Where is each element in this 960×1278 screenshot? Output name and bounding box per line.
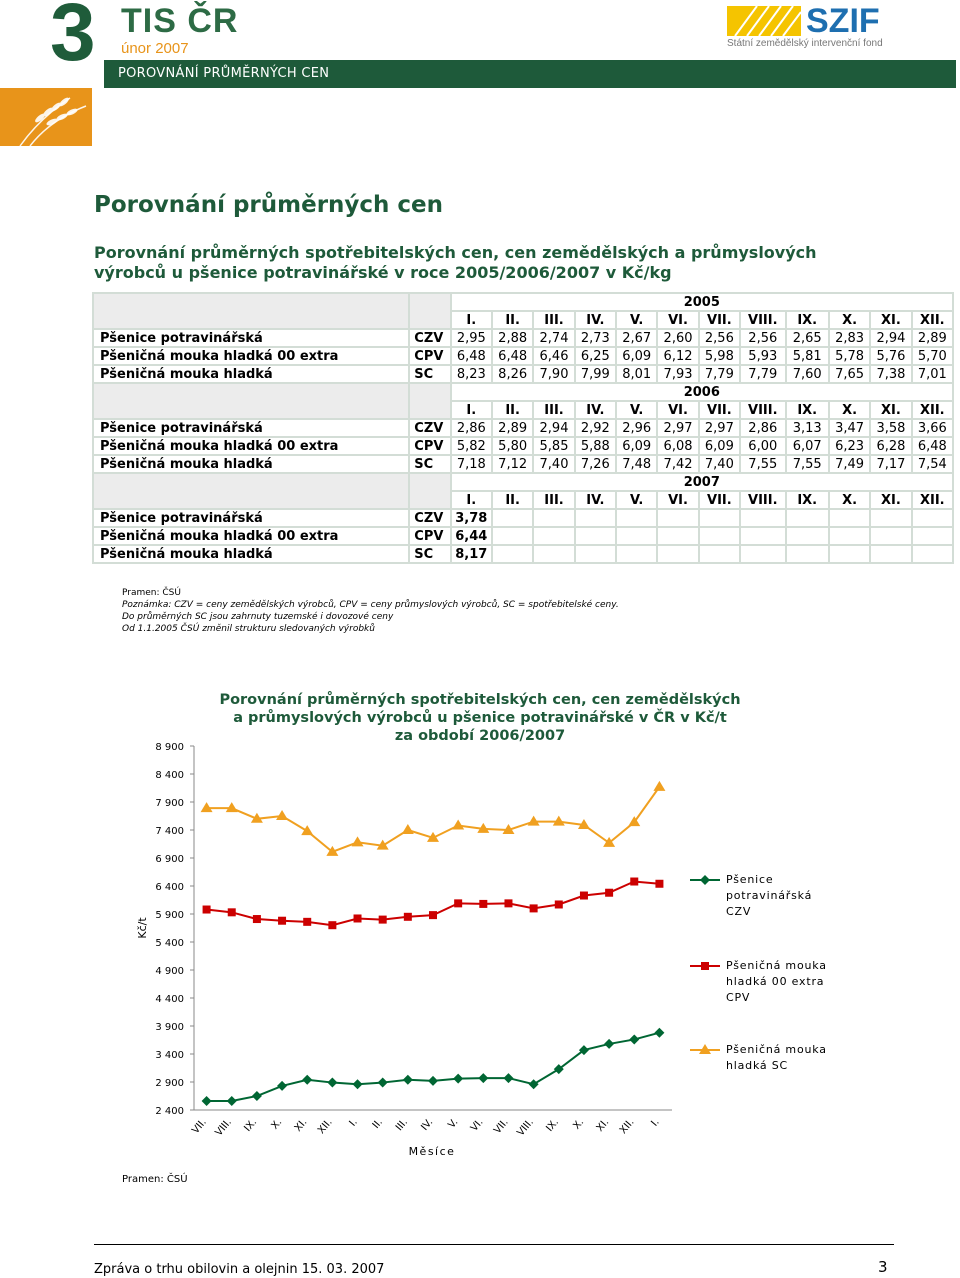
table-cell <box>786 545 829 563</box>
footer-page-number: 3 <box>878 1258 888 1276</box>
table-cell: 7,40 <box>699 455 740 473</box>
data-point <box>252 1091 262 1101</box>
table-month-header: VI. <box>657 491 698 509</box>
row-label: Pšeničná mouka hladká 00 extra <box>93 347 409 365</box>
y-tick-label: 7 900 <box>155 798 184 809</box>
data-point <box>227 1096 237 1106</box>
table-cell: 2,56 <box>699 329 740 347</box>
table-cell: 2,86 <box>451 419 492 437</box>
x-tick-label: X. <box>571 1116 587 1132</box>
data-point <box>478 1073 488 1083</box>
table-cell: 3,58 <box>870 419 911 437</box>
table-year-row <box>93 293 953 311</box>
data-point <box>327 1078 337 1088</box>
table-cell: 7,40 <box>533 455 574 473</box>
data-point <box>452 820 464 830</box>
table-cell: 6,48 <box>492 347 533 365</box>
table-cell: 2,94 <box>533 419 574 437</box>
table-cell: 2,92 <box>575 419 616 437</box>
legend-label: Pšenice <box>726 873 774 886</box>
table-row <box>93 545 953 563</box>
table-cell <box>616 509 657 527</box>
data-point <box>353 1079 363 1089</box>
table-cell: 6,12 <box>657 347 698 365</box>
table-cell: 3,47 <box>829 419 870 437</box>
x-tick-label: I. <box>649 1116 662 1129</box>
chart-title-line: a průmyslových výrobců u pšenice potravinářské v ČR v Kč/t <box>233 710 727 726</box>
table-month-header: V. <box>616 311 657 329</box>
table-cell <box>912 545 953 563</box>
legend-label: hladká 00 extra <box>726 975 825 988</box>
table-cell <box>829 509 870 527</box>
y-tick-label: 4 900 <box>155 966 184 977</box>
row-label: Pšeničná mouka hladká 00 extra <box>93 437 409 455</box>
table-cell <box>699 545 740 563</box>
brand-title: TIS ČR <box>121 2 239 40</box>
table-cell: 7,79 <box>699 365 740 383</box>
table-cell: 7,18 <box>451 455 492 473</box>
data-point <box>528 816 540 826</box>
table-cell <box>533 527 574 545</box>
table-cell <box>616 545 657 563</box>
table-cell: 7,12 <box>492 455 533 473</box>
table-month-header: III. <box>533 401 574 419</box>
table-cell: 7,54 <box>912 455 953 473</box>
table-header-blank <box>93 383 409 419</box>
table-cell: 8,23 <box>451 365 492 383</box>
table-cell: 6,09 <box>699 437 740 455</box>
table-header-blank <box>409 293 450 329</box>
table-month-header: XII. <box>912 401 953 419</box>
szif-logo-text: SZIF <box>806 2 880 40</box>
series-line <box>207 1033 660 1101</box>
table-cell <box>533 545 574 563</box>
row-price-type: SC <box>409 365 450 383</box>
table-cell: 2,89 <box>492 419 533 437</box>
table-cell: 6,09 <box>616 347 657 365</box>
table-cell <box>492 527 533 545</box>
table-month-header: II. <box>492 401 533 419</box>
table-cell: 8,01 <box>616 365 657 383</box>
table-month-header: VIII. <box>740 311 785 329</box>
y-tick-label: 4 400 <box>155 994 184 1005</box>
table-cell: 2,74 <box>533 329 574 347</box>
table-header-blank <box>409 383 450 419</box>
row-label: Pšeničná mouka hladká <box>93 455 409 473</box>
data-point <box>354 914 362 922</box>
data-point <box>203 906 211 914</box>
table-cell: 5,88 <box>575 437 616 455</box>
footer-divider <box>94 1244 894 1245</box>
legend-label: hladká SC <box>726 1059 789 1072</box>
table-month-header: VII. <box>699 491 740 509</box>
table-cell: 7,99 <box>575 365 616 383</box>
x-tick-label: IX. <box>544 1116 562 1134</box>
table-cell <box>657 509 698 527</box>
table-month-header: II. <box>492 491 533 509</box>
table-cell: 2,56 <box>740 329 785 347</box>
table-cell <box>575 527 616 545</box>
table-cell: 2,89 <box>912 329 953 347</box>
szif-logo-icon <box>727 6 801 36</box>
chart-title-line: za období 2006/2007 <box>394 728 566 744</box>
table-cell: 7,49 <box>829 455 870 473</box>
table-month-header: X. <box>829 491 870 509</box>
data-point <box>429 911 437 919</box>
table-month-header: VI. <box>657 311 698 329</box>
table-cell: 2,83 <box>829 329 870 347</box>
table-cell: 2,97 <box>699 419 740 437</box>
table-header-blank <box>93 293 409 329</box>
table-cell: 6,23 <box>829 437 870 455</box>
y-tick-label: 2 400 <box>155 1106 184 1117</box>
data-point <box>454 899 462 907</box>
data-point <box>453 1074 463 1084</box>
y-tick-label: 8 900 <box>155 742 184 753</box>
x-tick-label: V. <box>446 1116 461 1131</box>
data-point <box>428 1076 438 1086</box>
legend-marker <box>701 962 709 970</box>
data-point <box>277 1081 287 1091</box>
row-label: Pšenice potravinářská <box>93 509 409 527</box>
table-cell: 6,48 <box>451 347 492 365</box>
table-cell: 6,00 <box>740 437 785 455</box>
issue-date: únor 2007 <box>121 40 189 57</box>
szif-logo-subtitle: Státní zemědělský intervenční fond <box>727 38 883 49</box>
row-price-type: SC <box>409 455 450 473</box>
table-cell <box>829 545 870 563</box>
table-year-label: 2006 <box>451 383 953 401</box>
table-cell <box>699 509 740 527</box>
x-tick-label: X. <box>269 1116 285 1132</box>
table-month-header: IV. <box>575 311 616 329</box>
table-cell: 5,78 <box>829 347 870 365</box>
table-cell: 7,90 <box>533 365 574 383</box>
table-cell <box>870 545 911 563</box>
table-cell: 3,13 <box>786 419 829 437</box>
table-cell: 5,93 <box>740 347 785 365</box>
data-point <box>605 889 613 897</box>
table-cell <box>829 527 870 545</box>
data-point <box>404 913 412 921</box>
table-cell: 5,85 <box>533 437 574 455</box>
data-point <box>352 836 364 846</box>
table-source: Pramen: ČSÚ <box>122 588 181 598</box>
table-header-blank <box>93 473 409 509</box>
table-cell <box>699 527 740 545</box>
x-tick-label: XI. <box>292 1116 310 1134</box>
table-cell: 2,88 <box>492 329 533 347</box>
price-line-chart <box>0 680 960 1200</box>
table-cell: 2,67 <box>616 329 657 347</box>
data-point <box>479 900 487 908</box>
table-month-header: III. <box>533 491 574 509</box>
data-point <box>202 1096 212 1106</box>
table-cell: 2,94 <box>870 329 911 347</box>
table-month-header: XI. <box>870 491 911 509</box>
table-month-header: IX. <box>786 401 829 419</box>
x-tick-label: II. <box>370 1116 385 1131</box>
table-subtitle-line1: Porovnání průměrných spotřebitelských cen, cen zemědělských a průmyslových <box>94 243 817 262</box>
x-tick-label: VII. <box>492 1116 511 1137</box>
table-month-header: I. <box>451 401 492 419</box>
table-month-header: VII. <box>699 311 740 329</box>
data-point <box>253 915 261 923</box>
table-cell: 5,81 <box>786 347 829 365</box>
legend-label: CPV <box>726 991 751 1004</box>
x-tick-label: XII. <box>617 1116 637 1137</box>
table-cell: 6,44 <box>451 527 492 545</box>
table-cell: 2,60 <box>657 329 698 347</box>
data-point <box>655 880 663 888</box>
y-tick-label: 5 400 <box>155 938 184 949</box>
table-cell: 2,73 <box>575 329 616 347</box>
table-year-label: 2005 <box>451 293 953 311</box>
y-tick-label: 7 400 <box>155 826 184 837</box>
table-cell <box>786 527 829 545</box>
page-number-large: 3 <box>50 0 96 78</box>
row-price-type: CPV <box>409 347 450 365</box>
table-cell <box>492 545 533 563</box>
y-tick-label: 8 400 <box>155 770 184 781</box>
table-cell: 7,42 <box>657 455 698 473</box>
legend-label: potravinářská <box>726 889 813 902</box>
table-month-header: XII. <box>912 491 953 509</box>
table-cell <box>870 509 911 527</box>
table-row <box>93 437 953 455</box>
table-cell <box>870 527 911 545</box>
footer-text: Zpráva o trhu obilovin a olejnin 15. 03. 2007 <box>94 1262 385 1277</box>
table-cell: 7,55 <box>740 455 785 473</box>
data-point <box>402 824 414 834</box>
wheat-ear-icon <box>0 88 92 146</box>
x-tick-label: IX. <box>242 1116 260 1134</box>
table-cell: 6,09 <box>616 437 657 455</box>
table-note-1: Poznámka: CZV = ceny zemědělských výrobců, CPV = ceny průmyslových výrobců, SC = spotřebitelské ceny. <box>122 600 619 610</box>
table-cell: 5,80 <box>492 437 533 455</box>
x-tick-label: I. <box>347 1116 360 1129</box>
table-cell: 6,07 <box>786 437 829 455</box>
table-cell: 7,17 <box>870 455 911 473</box>
table-month-header: VI. <box>657 401 698 419</box>
y-tick-label: 3 400 <box>155 1050 184 1061</box>
table-note-3: Od 1.1.2005 ČSÚ změnil strukturu sledovaných výrobků <box>122 624 375 634</box>
table-cell: 2,65 <box>786 329 829 347</box>
table-month-header: IV. <box>575 401 616 419</box>
table-cell: 6,28 <box>870 437 911 455</box>
table-cell <box>657 527 698 545</box>
table-cell: 2,97 <box>657 419 698 437</box>
x-tick-label: III. <box>393 1116 411 1134</box>
x-tick-label: VII. <box>190 1116 209 1137</box>
table-cell: 5,82 <box>451 437 492 455</box>
chart-title-line: Porovnání průměrných spotřebitelských cen, cen zemědělských <box>219 692 741 708</box>
row-price-type: CZV <box>409 419 450 437</box>
row-label: Pšeničná mouka hladká <box>93 545 409 563</box>
table-note-2: Do průměrných SC jsou zahrnuty tuzemské i dovozové ceny <box>122 612 394 622</box>
data-point <box>553 816 565 826</box>
x-axis-label: Měsíce <box>408 1145 456 1158</box>
table-cell: 7,65 <box>829 365 870 383</box>
table-row <box>93 347 953 365</box>
y-tick-label: 6 400 <box>155 882 184 893</box>
x-tick-label: VIII. <box>213 1116 235 1139</box>
table-month-header: IV. <box>575 491 616 509</box>
table-year-row <box>93 383 953 401</box>
table-cell <box>786 509 829 527</box>
table-cell <box>533 509 574 527</box>
table-cell: 6,48 <box>912 437 953 455</box>
data-point <box>301 825 313 835</box>
table-cell: 7,38 <box>870 365 911 383</box>
table-cell <box>575 509 616 527</box>
table-row <box>93 365 953 383</box>
data-point <box>529 1079 539 1089</box>
table-month-header: IX. <box>786 491 829 509</box>
table-cell <box>740 545 785 563</box>
y-tick-label: 6 900 <box>155 854 184 865</box>
table-cell: 7,60 <box>786 365 829 383</box>
data-point <box>530 904 538 912</box>
data-point <box>604 1039 614 1049</box>
row-price-type: CPV <box>409 527 450 545</box>
section-title: POROVNÁNÍ PRŮMĚRNÝCH CEN <box>118 66 330 81</box>
table-cell: 5,76 <box>870 347 911 365</box>
row-price-type: CPV <box>409 437 450 455</box>
row-label: Pšeničná mouka hladká <box>93 365 409 383</box>
data-point <box>302 1075 312 1085</box>
table-cell <box>740 509 785 527</box>
table-month-header: VII. <box>699 401 740 419</box>
table-row <box>93 527 953 545</box>
table-month-header: XI. <box>870 401 911 419</box>
table-cell: 6,08 <box>657 437 698 455</box>
table-cell: 5,98 <box>699 347 740 365</box>
data-point <box>328 921 336 929</box>
table-month-header: VIII. <box>740 401 785 419</box>
row-label: Pšenice potravinářská <box>93 329 409 347</box>
table-cell <box>492 509 533 527</box>
legend-label: CZV <box>726 905 752 918</box>
y-tick-label: 2 900 <box>155 1078 184 1089</box>
chart-source: Pramen: ČSÚ <box>122 1174 188 1185</box>
data-point <box>378 1078 388 1088</box>
table-row <box>93 419 953 437</box>
table-cell: 2,95 <box>451 329 492 347</box>
table-month-header: I. <box>451 491 492 509</box>
table-row <box>93 329 953 347</box>
table-cell <box>616 527 657 545</box>
price-table <box>92 292 954 564</box>
row-label: Pšeničná mouka hladká 00 extra <box>93 527 409 545</box>
table-year-label: 2007 <box>451 473 953 491</box>
table-cell: 3,78 <box>451 509 492 527</box>
table-month-header: IX. <box>786 311 829 329</box>
table-month-header: I. <box>451 311 492 329</box>
x-tick-label: VI. <box>468 1116 486 1134</box>
x-tick-label: XII. <box>315 1116 335 1137</box>
y-tick-label: 3 900 <box>155 1022 184 1033</box>
data-point <box>303 918 311 926</box>
table-cell: 6,25 <box>575 347 616 365</box>
row-price-type: CZV <box>409 329 450 347</box>
table-cell: 5,70 <box>912 347 953 365</box>
data-point <box>555 900 563 908</box>
legend-label: Pšeničná mouka <box>726 959 827 972</box>
data-point <box>580 892 588 900</box>
row-price-type: SC <box>409 545 450 563</box>
table-month-header: V. <box>616 491 657 509</box>
data-point <box>278 917 286 925</box>
table-cell: 7,55 <box>786 455 829 473</box>
page-title: Porovnání průměrných cen <box>94 192 444 218</box>
table-cell: 8,26 <box>492 365 533 383</box>
data-point <box>630 878 638 886</box>
table-cell: 7,79 <box>740 365 785 383</box>
table-cell <box>657 545 698 563</box>
legend-label: Pšeničná mouka <box>726 1043 827 1056</box>
x-tick-label: VIII. <box>515 1116 536 1139</box>
table-cell: 7,93 <box>657 365 698 383</box>
table-cell: 7,48 <box>616 455 657 473</box>
table-cell: 2,86 <box>740 419 785 437</box>
data-point <box>504 899 512 907</box>
table-month-header: V. <box>616 401 657 419</box>
table-header-blank <box>409 473 450 509</box>
legend-marker <box>700 875 710 885</box>
data-point <box>654 1028 664 1038</box>
table-month-header: VIII. <box>740 491 785 509</box>
table-cell: 7,01 <box>912 365 953 383</box>
table-cell: 6,46 <box>533 347 574 365</box>
table-row <box>93 509 953 527</box>
data-point <box>653 781 665 791</box>
table-month-header: X. <box>829 311 870 329</box>
data-point <box>403 1075 413 1085</box>
data-point <box>276 810 288 820</box>
table-month-header: III. <box>533 311 574 329</box>
table-cell <box>740 527 785 545</box>
table-month-header: X. <box>829 401 870 419</box>
data-point <box>629 1034 639 1044</box>
table-row <box>93 455 953 473</box>
x-tick-label: XI. <box>594 1116 612 1134</box>
y-axis-label: Kč/t <box>136 917 149 939</box>
data-point <box>503 1073 513 1083</box>
data-point <box>228 908 236 916</box>
row-label: Pšenice potravinářská <box>93 419 409 437</box>
table-cell: 7,26 <box>575 455 616 473</box>
table-month-header: II. <box>492 311 533 329</box>
table-cell <box>575 545 616 563</box>
table-cell <box>912 527 953 545</box>
data-point <box>379 916 387 924</box>
table-cell <box>912 509 953 527</box>
table-year-row <box>93 473 953 491</box>
table-subtitle-line2: výrobců u pšenice potravinářské v roce 2005/2006/2007 v Kč/kg <box>94 263 672 282</box>
y-tick-label: 5 900 <box>155 910 184 921</box>
table-month-header: XI. <box>870 311 911 329</box>
table-cell: 2,96 <box>616 419 657 437</box>
table-cell: 3,66 <box>912 419 953 437</box>
series-line <box>207 787 660 852</box>
x-tick-label: IV. <box>419 1116 436 1133</box>
row-price-type: CZV <box>409 509 450 527</box>
table-cell: 8,17 <box>451 545 492 563</box>
table-month-header: XII. <box>912 311 953 329</box>
